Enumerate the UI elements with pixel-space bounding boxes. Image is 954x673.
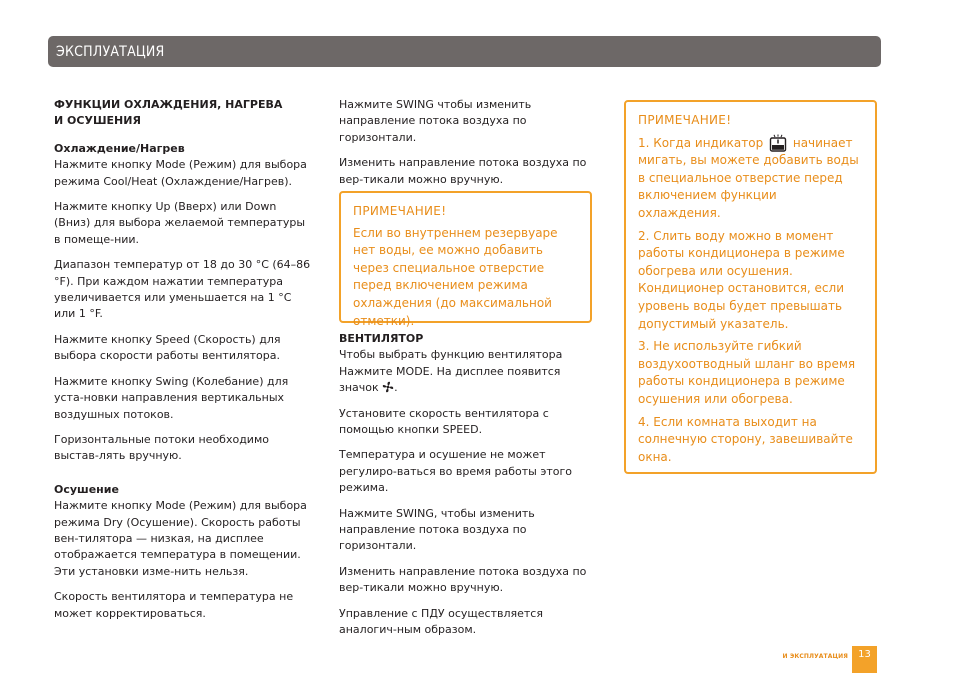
note-item-2: 2. Слить воду можно в момент работы кондиционера в режиме обогрева или осушения. Кондиционер остановится, если уровень воды будет превышать допустимый указатель. bbox=[638, 228, 845, 331]
water-tank-indicator-icon bbox=[769, 134, 787, 152]
fan-vertical-text: Изменить направление потока воздуха по вер-тикали можно вручную. bbox=[339, 564, 587, 595]
vertical-manual-text: Изменить направление потока воздуха по вер-тикали можно вручную. bbox=[339, 156, 587, 186]
section-title-cooling-heating-drying bbox=[54, 97, 314, 130]
section-title-line2: И ОСУШЕНИЯ bbox=[54, 114, 141, 128]
note-item-4: 4. Если комната выходит на солнечную сторону, завешивайте окна. bbox=[638, 414, 853, 464]
page-title: ЭКСПЛУАТАЦИЯ bbox=[56, 43, 165, 60]
note-title: ПРИМЕЧАНИЕ! bbox=[353, 204, 447, 218]
drying-text: Нажмите кнопку Mode (Режим) для выбора режима Dry (Осушение). Скорость работы вен-тилятора — низкая, на дисплее отображается температура в помещении. Эти установки изме-нить нельзя. bbox=[54, 499, 307, 578]
note-box-instructions bbox=[624, 100, 877, 474]
fan-temp-note-text: Скорость вентилятора и температура не может корректироваться. bbox=[54, 590, 294, 620]
fan-no-adjust-text: Температура и осушение не может регулиро-ваться во время работы этого режима. bbox=[339, 448, 573, 495]
fan-mode-text bbox=[339, 347, 591, 396]
note-item-1-before: 1. Когда индикатор bbox=[638, 135, 764, 150]
note-item-3: 3. Не используйте гибкий воздухоотводный шланг во время работы кондиционера в режиме осушения или обогрева. bbox=[638, 339, 856, 406]
column-middle bbox=[339, 97, 591, 197]
note-box-water-tank bbox=[339, 191, 592, 328]
footer-section-label: И ЭКСПЛУАТАЦИЯ bbox=[782, 653, 848, 660]
temperature-range-text: Диапазон температур от 18 до 30 °C (64–86 °F). При каждом нажатии температура увеличивается или уменьшается на 1 °C или 1 °F. bbox=[54, 258, 311, 321]
drying-paragraph bbox=[54, 482, 314, 580]
fan-speed-text: Установите скорость вентилятора с помощью кнопки SPEED. bbox=[339, 406, 549, 437]
section-title-line1: ФУНКЦИИ ОХЛАЖДЕНИЯ, НАГРЕВА bbox=[54, 98, 283, 111]
cooling-paragraph bbox=[54, 141, 314, 190]
horizontal-flow-text: Горизонтальные потоки необходимо выстав-лять вручную. bbox=[54, 432, 269, 463]
note-item-1-after: начинает мигать, вы можете добавить воды в специальное отверстие перед включением функции охлаждения. bbox=[638, 135, 859, 220]
note-right-title: ПРИМЕЧАНИЕ! bbox=[638, 113, 732, 127]
fan-mode-text-body: Чтобы выбрать функцию вентилятора Нажмите MODE. На дисплее появится значок bbox=[339, 348, 563, 395]
swing-text: Нажмите кнопку Swing (Колебание) для уста-новки направления вертикальных воздушных потоков. bbox=[54, 374, 289, 421]
section-header-bar bbox=[48, 36, 881, 67]
temperature-select-text: Нажмите кнопку Up (Вверх) или Down (Вниз) для выбора желаемой температуры в помеще-нии. bbox=[54, 200, 306, 246]
speed-text: Нажмите кнопку Speed (Скорость) для выбора скорости работы вентилятора. bbox=[54, 332, 281, 363]
cooling-text: Нажмите кнопку Mode (Режим) для выбора режима Cool/Heat (Охлаждение/Нагрев). bbox=[54, 158, 307, 188]
cooling-subtitle: Охлаждение/Нагрев bbox=[54, 141, 185, 155]
column-left bbox=[54, 97, 314, 631]
page-number: 13 bbox=[852, 646, 877, 673]
fan-remote-text: Управление с ПДУ осуществляется аналогич-ным образом. bbox=[339, 606, 543, 637]
note-item-1 bbox=[638, 134, 863, 223]
fan-section-title: ВЕНТИЛЯТОР bbox=[339, 332, 424, 345]
swing-horizontal-text: Нажмите SWING чтобы изменить направление потока воздуха по горизонтали. bbox=[339, 98, 532, 144]
fan-mode-text-end: . bbox=[394, 381, 398, 395]
fan-icon bbox=[382, 381, 394, 393]
fan-swing-text: Нажмите SWING, чтобы изменить направление потока воздуха по горизонтали. bbox=[339, 506, 535, 553]
drying-subtitle: Осушение bbox=[54, 482, 119, 496]
note-text: Если во внутреннем резервуаре нет воды, ее можно добавить через специальное отверстие перед включением режима охлаждения (до максимальной отметки). bbox=[353, 225, 558, 328]
fan-section bbox=[339, 331, 591, 648]
